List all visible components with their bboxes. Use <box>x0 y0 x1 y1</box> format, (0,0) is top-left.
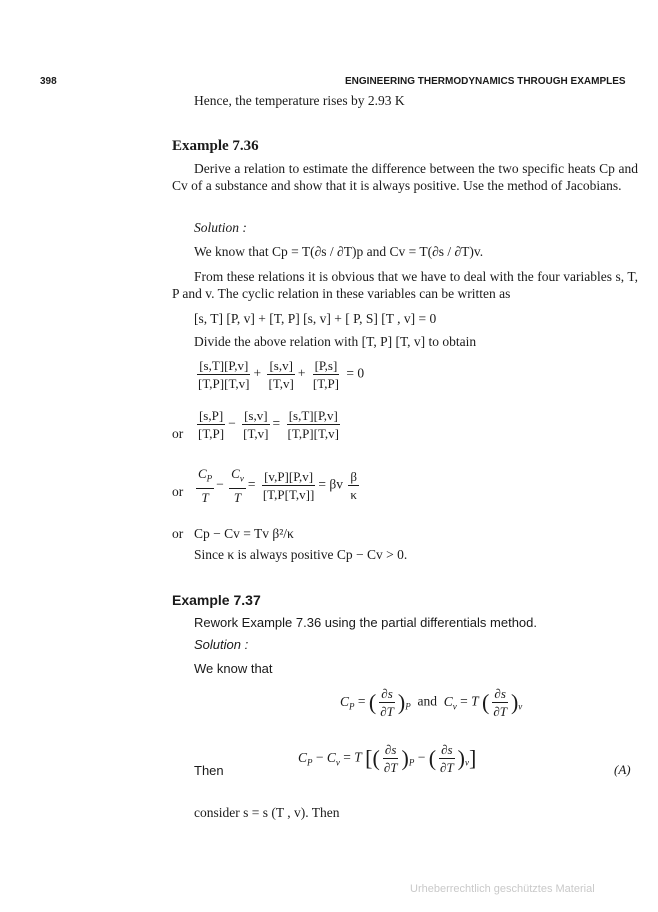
divide-line: Divide the above relation with [T, P] [T, v] to obtain <box>194 334 477 349</box>
equation-a: $C_P - C_v = T$ [( $\frac{\partial s}{\partial T}$ )$_P$ − ( $\frac{\partial s}{\partial T}$ )$_v$] <box>298 742 477 775</box>
consider-line: consider s = s (T , v). Then <box>194 805 340 820</box>
equation-tag-a: (A) <box>614 762 631 777</box>
from-these-text: From these relations it is obvious that we have to deal with the four variables s, T, P and v. The cyclic relation in these variables can be written as <box>172 269 638 301</box>
example-7-37-problem: Rework Example 7.36 using the partial differentials method. <box>194 615 538 630</box>
example-7-36-problem <box>172 160 638 194</box>
and-word: and <box>417 693 437 709</box>
from-these-paragraph <box>172 268 638 302</box>
specific-heat-definitions: $C_P$ = ( $\frac{\partial s}{\partial T}$ )$_P$ and $C_v = T$ ( $\frac{\partial s}{\partial T}$ )$_v$ <box>340 686 523 719</box>
we-know-2: We know that <box>194 661 273 676</box>
or-label-3: or <box>172 526 184 541</box>
page-number: 398 <box>40 76 57 87</box>
running-title: ENGINEERING THERMODYNAMICS THROUGH EXAMPLES <box>345 76 626 87</box>
or-label-1: or <box>172 426 184 441</box>
cyclic-relation: [s, T] [P, v] + [T, P] [s, v] + [ P, S] [T , v] = 0 <box>194 311 437 326</box>
example-7-37-title: Example 7.37 <box>172 592 261 608</box>
hence-line: Hence, the temperature rises by 2.93 K <box>194 93 405 108</box>
we-know-1: We know that Cp = T(∂s / ∂T)p and Cv = T(∂s / ∂T)v. <box>194 244 484 259</box>
solution-label-2: Solution : <box>194 637 249 652</box>
or-label-2: or <box>172 484 184 499</box>
jacobian-equation-1: $\frac{[s,T][P,v]}{[T,P][T,v]}$ + $\frac{[s,v]}{[T,v]}$ + $\frac{[P,s]}{[T,P]}$ = 0 <box>198 358 365 391</box>
copyright-watermark: Urheberrechtlich geschütztes Material <box>410 883 595 895</box>
jacobian-equation-3: $\frac{C_P}{T}$ − $\frac{C_v}{T}$ = $\frac{[v,P][P,v]}{[T,P[T,v]]}$ = βv $\frac{\beta}{\kappa}$ <box>198 466 357 505</box>
result-equation: Cp − Cv = Tv β²/κ <box>194 526 294 541</box>
solution-label-1: Solution : <box>194 220 247 235</box>
jacobian-equation-2: $\frac{[s,P]}{[T,P]}$ − $\frac{[s,v]}{[T,v]}$ = $\frac{[s,T][P,v]}{[T,P][T,v]}$ <box>198 408 340 441</box>
then-word: Then <box>194 763 224 778</box>
since-line: Since κ is always positive Cp − Cv > 0. <box>194 547 408 562</box>
example-7-36-problem-text: Derive a relation to estimate the difference between the two specific heats Cp and Cv of a substance and show that it is always positive. Use the method of Jacobians. <box>172 161 638 193</box>
example-7-36-title: Example 7.36 <box>172 138 259 154</box>
